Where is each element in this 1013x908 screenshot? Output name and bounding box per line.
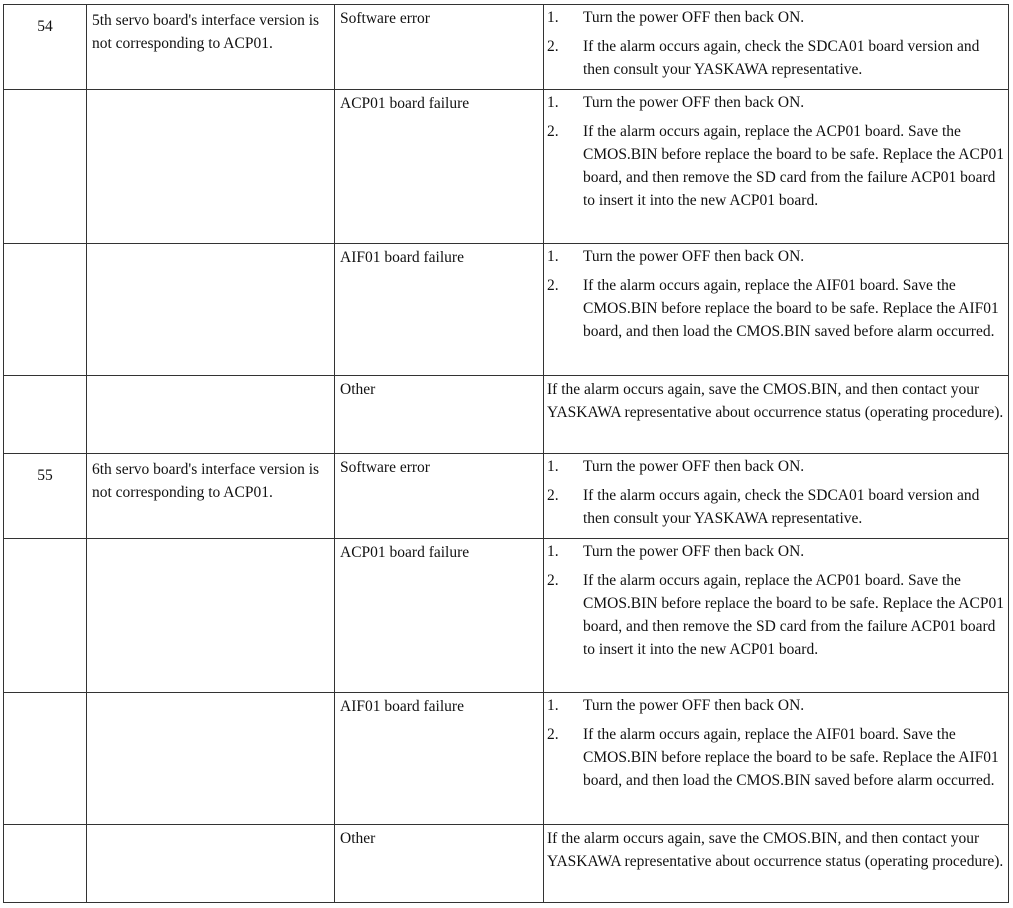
step-number: 2. xyxy=(547,123,559,140)
table-row xyxy=(4,90,1009,244)
alarm-cause: AIF01 board failure xyxy=(335,693,544,825)
table-row xyxy=(4,825,1009,903)
table-row xyxy=(4,376,1009,454)
remedy-step xyxy=(547,723,1004,792)
step-number: 1. xyxy=(547,248,559,265)
step-text: If the alarm occurs again, check the SDCA01 board version and then consult your YASKAWA representative. xyxy=(583,487,980,527)
alarm-cause: Software error xyxy=(335,5,544,90)
alarm-remedy xyxy=(544,376,1009,454)
step-number: 2. xyxy=(547,726,559,743)
alarm-table xyxy=(3,4,1009,903)
table-row xyxy=(4,454,1009,539)
step-text: If the alarm occurs again, replace the ACP01 board. Save the CMOS.BIN before replace the board to be safe. Replace the ACP01 board, and then remove the SD card from the failure ACP01 board to insert it into the new ACP01 board. xyxy=(583,123,1004,209)
alarm-message xyxy=(87,825,335,903)
alarm-cause: ACP01 board failure xyxy=(335,90,544,244)
table-row xyxy=(4,693,1009,825)
alarm-cause: Other xyxy=(335,825,544,903)
step-number: 1. xyxy=(547,458,559,475)
remedy-step xyxy=(547,569,1004,661)
remedy-step xyxy=(547,274,1004,343)
remedy-step xyxy=(547,484,1004,530)
remedy-step xyxy=(547,245,1004,268)
alarm-code xyxy=(4,90,87,244)
remedy-step xyxy=(547,120,1004,212)
step-number: 1. xyxy=(547,9,559,26)
alarm-code xyxy=(4,244,87,376)
alarm-message: 5th servo board's interface version is not corresponding to ACP01. xyxy=(87,5,335,90)
step-text: If the alarm occurs again, replace the AIF01 board. Save the CMOS.BIN before replace the board to be safe. Replace the AIF01 board, and then load the CMOS.BIN saved before alarm occurred. xyxy=(583,726,999,789)
step-number: 2. xyxy=(547,487,559,504)
alarm-remedy xyxy=(544,539,1009,693)
step-text: Turn the power OFF then back ON. xyxy=(583,543,805,560)
alarm-message xyxy=(87,90,335,244)
step-number: 1. xyxy=(547,543,559,560)
alarm-message xyxy=(87,693,335,825)
remedy-step xyxy=(547,6,1004,29)
step-number: 2. xyxy=(547,277,559,294)
step-number: 2. xyxy=(547,38,559,55)
alarm-remedy xyxy=(544,825,1009,903)
alarm-cause: ACP01 board failure xyxy=(335,539,544,693)
step-text: Turn the power OFF then back ON. xyxy=(583,697,805,714)
step-text: If the alarm occurs again, replace the ACP01 board. Save the CMOS.BIN before replace the board to be safe. Replace the ACP01 board, and then remove the SD card from the failure ACP01 board to insert it into the new ACP01 board. xyxy=(583,572,1004,658)
alarm-code xyxy=(4,693,87,825)
alarm-message xyxy=(87,244,335,376)
alarm-message xyxy=(87,376,335,454)
step-text: Turn the power OFF then back ON. xyxy=(583,9,805,26)
remedy-step xyxy=(547,35,1004,81)
remedy-step xyxy=(547,455,1004,478)
alarm-message: 6th servo board's interface version is not corresponding to ACP01. xyxy=(87,454,335,539)
step-text: If the alarm occurs again, check the SDCA01 board version and then consult your YASKAWA representative. xyxy=(583,38,980,78)
alarm-remedy xyxy=(544,693,1009,825)
alarm-remedy xyxy=(544,244,1009,376)
step-number: 1. xyxy=(547,94,559,111)
remedy-text: If the alarm occurs again, save the CMOS.BIN, and then contact your YASKAWA representative about occurrence status (operating procedure). xyxy=(547,830,1004,870)
step-text: Turn the power OFF then back ON. xyxy=(583,94,805,111)
alarm-cause: AIF01 board failure xyxy=(335,244,544,376)
remedy-step xyxy=(547,91,1004,114)
alarm-remedy xyxy=(544,5,1009,90)
alarm-remedy xyxy=(544,90,1009,244)
table-row xyxy=(4,5,1009,90)
alarm-code xyxy=(4,539,87,693)
table-row xyxy=(4,539,1009,693)
remedy-text: If the alarm occurs again, save the CMOS.BIN, and then contact your YASKAWA representative about occurrence status (operating procedure). xyxy=(547,381,1004,421)
alarm-code: 55 xyxy=(4,454,87,539)
alarm-remedy xyxy=(544,454,1009,539)
step-number: 1. xyxy=(547,697,559,714)
step-text: Turn the power OFF then back ON. xyxy=(583,458,805,475)
alarm-code xyxy=(4,825,87,903)
remedy-step xyxy=(547,540,1004,563)
table-row xyxy=(4,244,1009,376)
step-text: Turn the power OFF then back ON. xyxy=(583,248,805,265)
alarm-cause: Other xyxy=(335,376,544,454)
alarm-cause: Software error xyxy=(335,454,544,539)
alarm-code xyxy=(4,376,87,454)
alarm-code: 54 xyxy=(4,5,87,90)
step-number: 2. xyxy=(547,572,559,589)
alarm-message xyxy=(87,539,335,693)
step-text: If the alarm occurs again, replace the AIF01 board. Save the CMOS.BIN before replace the board to be safe. Replace the AIF01 board, and then load the CMOS.BIN saved before alarm occurred. xyxy=(583,277,999,340)
remedy-step xyxy=(547,694,1004,717)
